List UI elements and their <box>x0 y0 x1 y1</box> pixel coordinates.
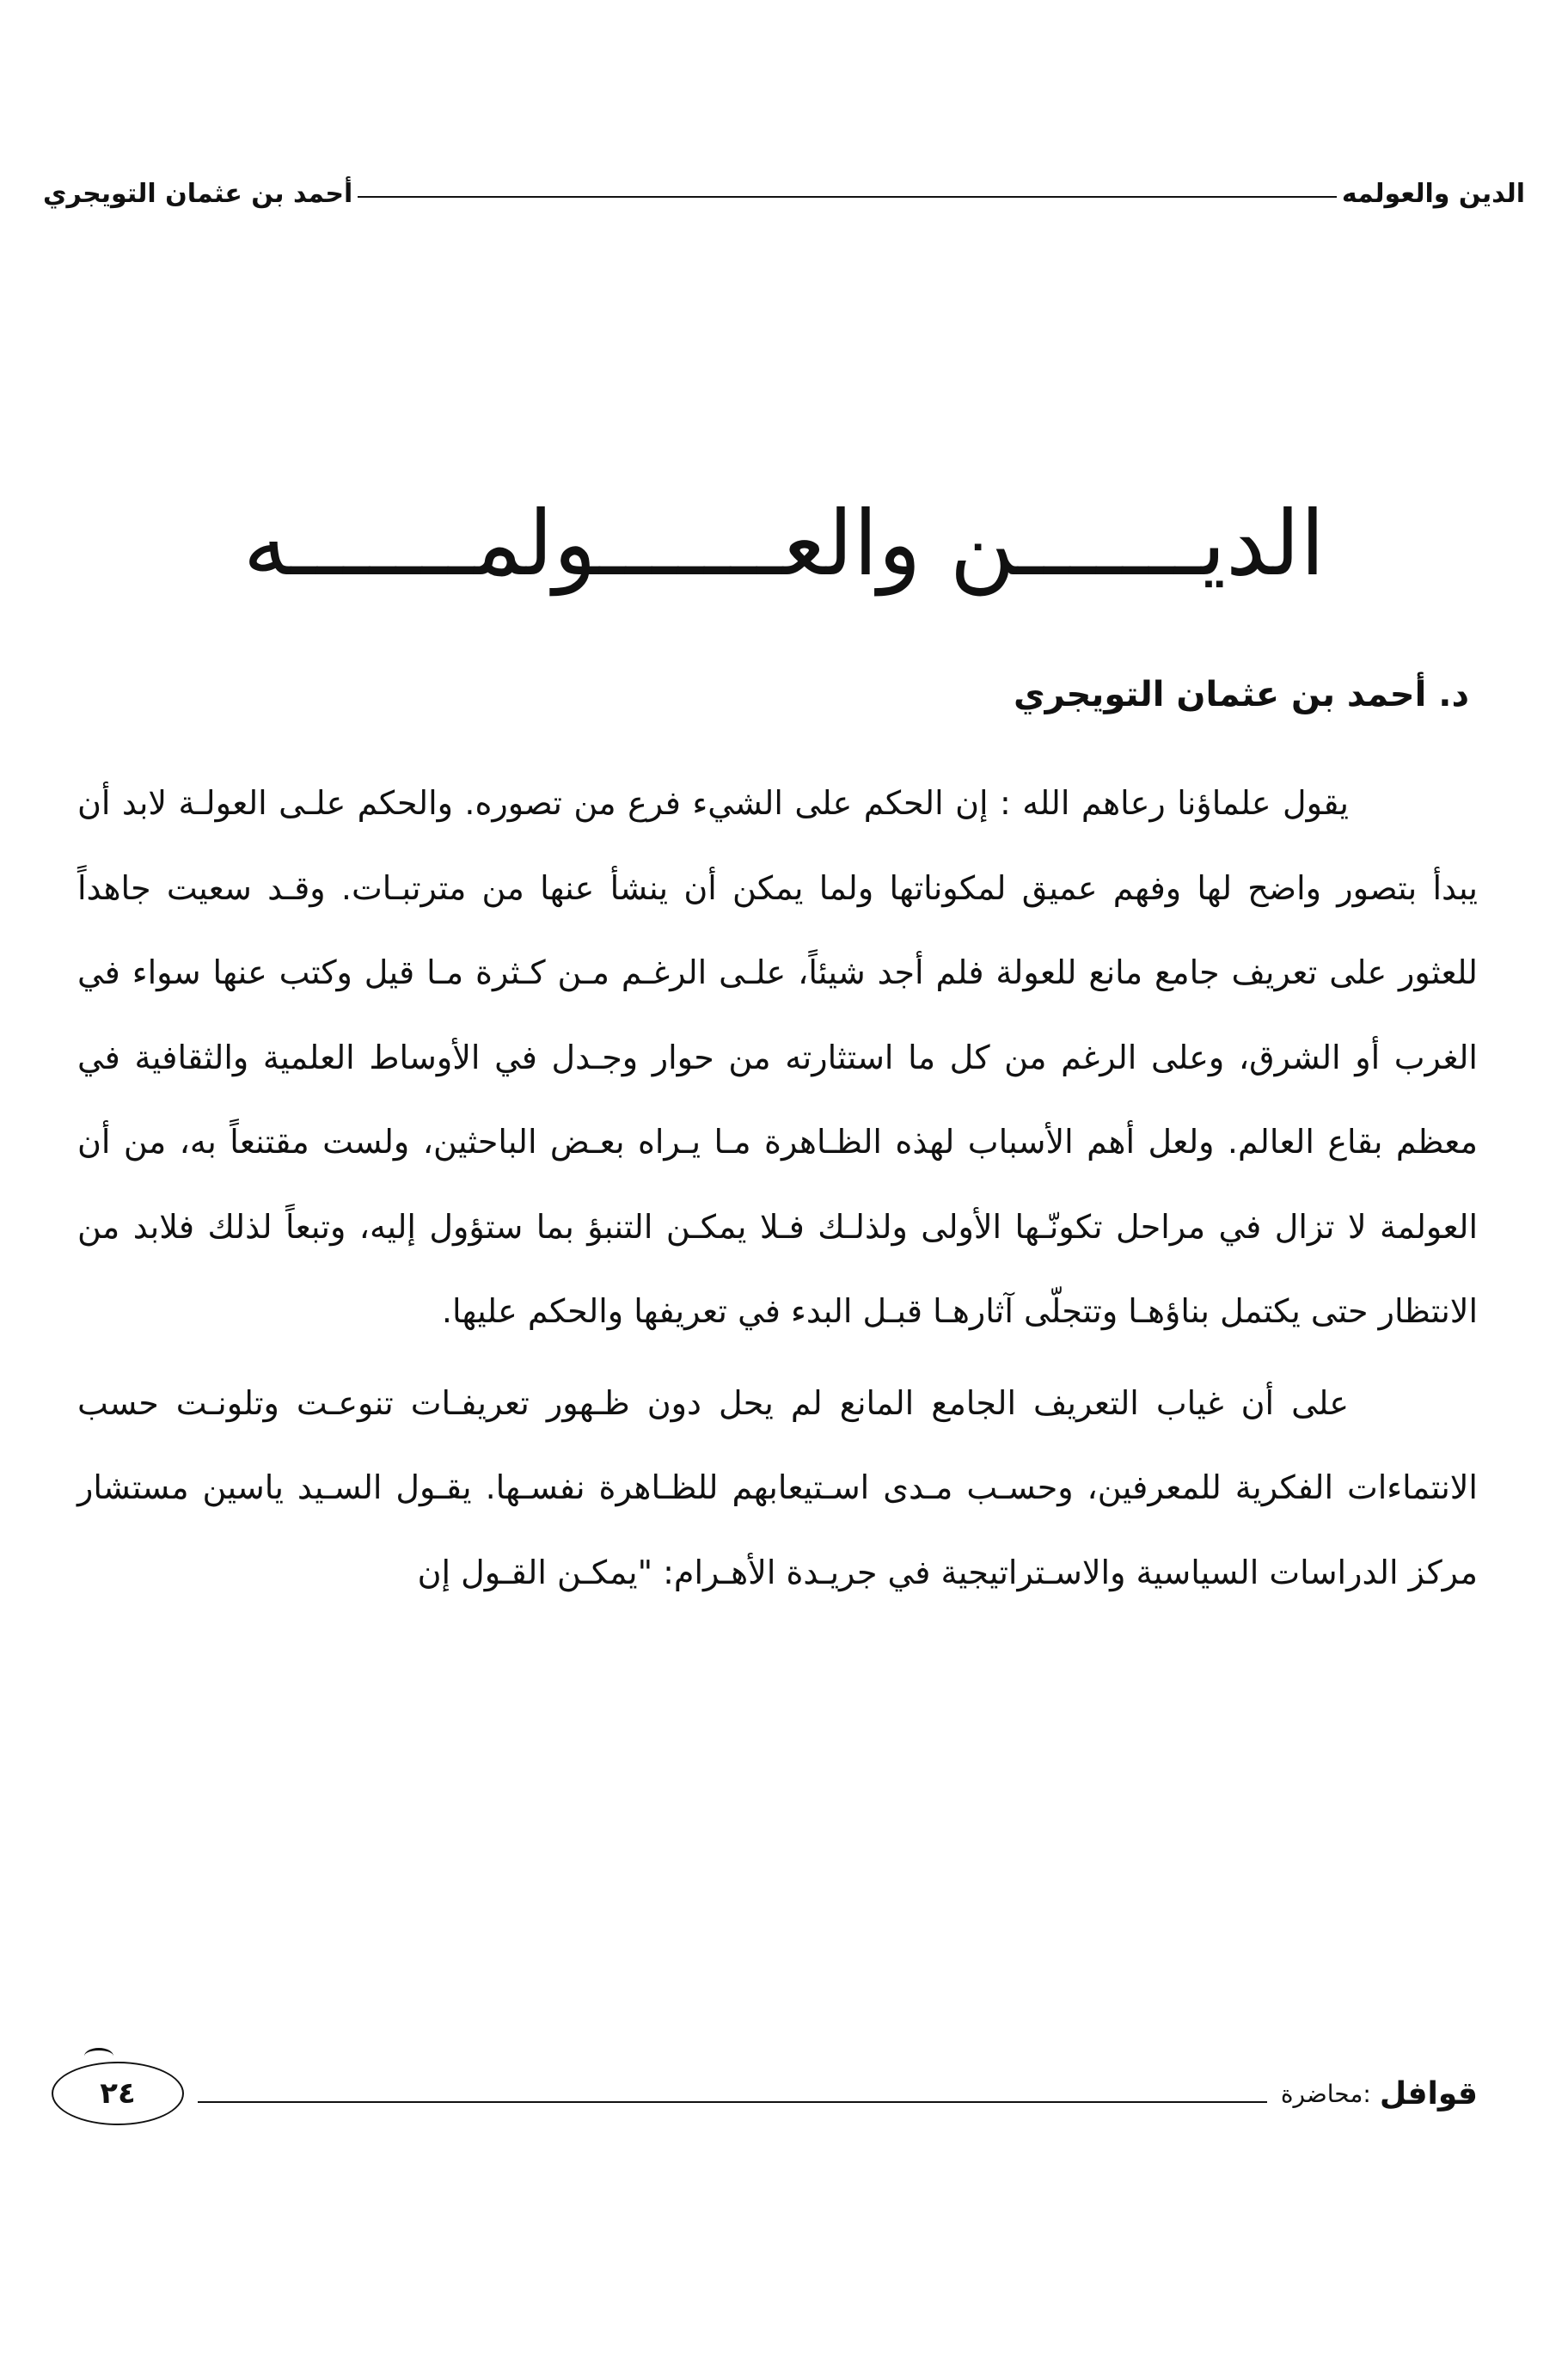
author-line: د. أحمد بن عثمان التويجري <box>1013 675 1469 714</box>
footer-section-label: :محاضرة <box>1280 2079 1371 2108</box>
running-header <box>43 172 1525 215</box>
footer-rule <box>198 2101 1267 2103</box>
page-title: الديـــــــن والعـــــــولمـــــــه <box>242 491 1326 596</box>
paragraph-2: على أن غياب التعريف الجامع المانع لم يحل دون ظـهور تعريفـات تنوعـت وتلونـت حسب الانتماءات الفكرية للمعرفين، وحسـب مـدى اسـتيعابهم للظـاهرة نفسـها. يقـول السـيد ياسين مستشار مركز الدراسات السياسية والاسـتراتيجية في جريـدة الأهـرام: "يمكـن القـول إن <box>77 1383 1478 1591</box>
page-number: ٢٤ <box>100 2076 136 2111</box>
running-header-author: أحمد بن عثمان التويجري <box>43 178 353 209</box>
running-header-book-title: الدين والعولمه <box>1341 178 1525 209</box>
running-header-rule <box>358 196 1337 198</box>
ornament-icon <box>84 2048 113 2064</box>
page-footer <box>52 2055 1478 2132</box>
body-text <box>77 761 1478 1615</box>
paragraph-1: يقول علماؤنا رعاهم الله : إن الحكم على الشيء فرع من تصوره. والحكم علـى العولـة لابد أن يبدأ بتصور واضح لها وفهم عميق لمكوناتها ولما يمكن أن ينشأ عنها من مترتبـات. وقـد سعيت جاهداً للعثور على تعريف جامع مانع للعولة فلم أجد شيئاً، علـى الرغـم مـن كـثرة مـا قيل وكتب عنها سواء في الغرب أو الشرق، وعلى الرغم من كل ما استثارته من حوار وجـدل في الأوساط العلمية والثقافية في معظم بقاع العالم. ولعل أهم الأسباب لهذه الظـاهرة مـا يـراه بعـض الباحثين، ولست مقتنعاً به، من أن العولمة لا تزال في مراحل تكونّـها الأولى ولذلـك فـلا يمكـن التنبؤ بما ستؤول إليه، وتبعاً لذلك فلابد من الانتظار حتى يكتمل بناؤهـا وتتجلّى آثارهـا قبـل البدء في تعريفها والحكم عليها. <box>77 784 1478 1330</box>
footer-journal-name: قوافل <box>1379 2075 1478 2112</box>
page-number-badge <box>52 2062 184 2125</box>
